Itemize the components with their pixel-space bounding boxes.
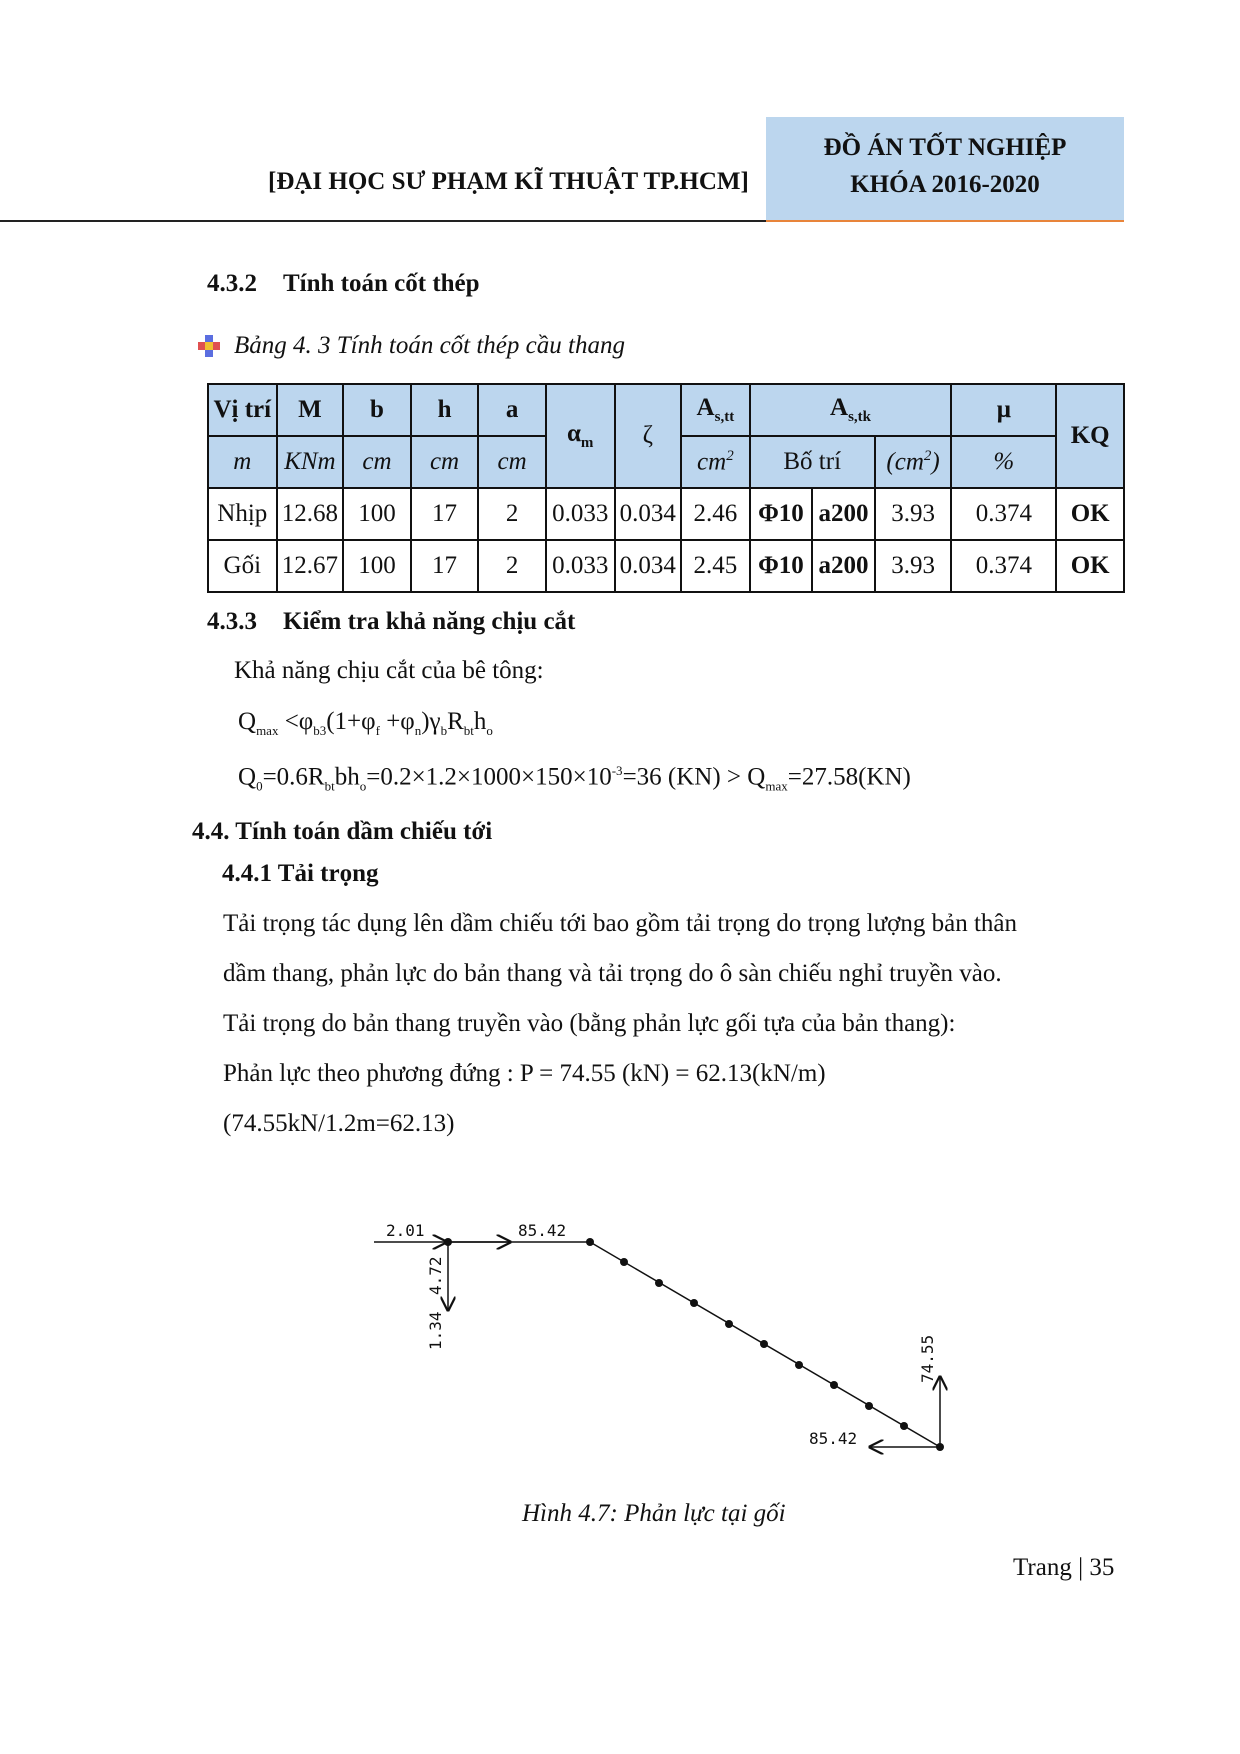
reaction-diagram: [370, 1215, 970, 1475]
section-heading-433: [207, 608, 575, 636]
figure-caption: Hình 4.7: Phản lực tại gối: [522, 1500, 786, 1527]
formula-q0: $Q_0=0.6R_{bt}bh_o=0.2\times 1.2\times 1000\times 150\times 10^{-3}=36$ $(KN) > Q_{max}=27.58(KN)$: [238, 763, 911, 794]
shear-intro: Khả năng chịu cắt của bê tông:: [234, 657, 544, 684]
bullet-icon: [196, 333, 222, 359]
cell-alpha: 0.033: [546, 540, 615, 592]
header-project-line1: ĐỒ ÁN TỐT NGHIỆP: [823, 134, 1067, 161]
cell-b: 100: [343, 540, 411, 592]
col-header-a: a: [478, 384, 546, 436]
cell-mu: 0.374: [951, 488, 1056, 540]
cell-phi: Φ10: [750, 540, 813, 592]
cell-zeta: 0.034: [615, 540, 682, 592]
unit-mu: %: [951, 436, 1056, 488]
cell-h: 17: [411, 488, 479, 540]
header-project-box: [766, 117, 1124, 221]
cell-a: 2: [478, 540, 546, 592]
table-row: [208, 540, 1124, 592]
section-title: Tính toán cốt thép: [283, 270, 480, 297]
table-caption: Bảng 4. 3 Tính toán cốt thép cầu thang: [234, 332, 625, 359]
header-divider-accent: [766, 220, 1124, 222]
paragraph-line: Tải trọng tác dụng lên dầm chiếu tới bao gồm tải trọng do trọng lượng bản thân: [223, 910, 1017, 937]
paragraph-line: Phản lực theo phương đứng : P = 74.55 (kN) = 62.13(kN/m): [223, 1060, 826, 1087]
node: [795, 1361, 803, 1369]
cell-a: 2: [478, 488, 546, 540]
node: [586, 1238, 594, 1246]
node: [444, 1238, 452, 1246]
section-heading-44: 4.4. Tính toán dầm chiếu tới: [192, 818, 493, 845]
label-bottom-h: 85.42: [809, 1429, 858, 1448]
page-number: 35: [1089, 1554, 1115, 1581]
cell-phi: Φ10: [750, 488, 813, 540]
col-header-b: b: [343, 384, 411, 436]
table-header-row-1: [208, 384, 1124, 436]
paragraph-line: Tải trọng do bản thang truyền vào (bằng phản lực gối tựa của bản thang):: [223, 1010, 956, 1037]
cell-spacing: a200: [812, 540, 875, 592]
cell-kq: OK: [1056, 540, 1124, 592]
cell-M: 12.68: [277, 488, 344, 540]
label-right-v: 74.55: [918, 1334, 937, 1383]
cell-vitri: Nhịp: [208, 488, 277, 540]
cell-alpha: 0.033: [546, 488, 615, 540]
cell-astt: 2.45: [681, 540, 750, 592]
node: [900, 1422, 908, 1430]
label-left-h: 2.01: [386, 1221, 425, 1240]
unit-a: cm: [478, 436, 546, 488]
cell-astk: 3.93: [875, 540, 952, 592]
label-v1: 4.72: [426, 1256, 445, 1295]
label-top-h: 85.42: [518, 1221, 567, 1240]
col-header-astk: $A_{s,tk}$: [750, 384, 952, 436]
steel-table: [207, 383, 1125, 593]
page-footer: Trang | 35: [1013, 1554, 1115, 1581]
cell-vitri: Gối: [208, 540, 277, 592]
col-header-mu: μ: [951, 384, 1056, 436]
node: [620, 1258, 628, 1266]
cell-spacing: a200: [812, 488, 875, 540]
cell-M: 12.67: [277, 540, 344, 592]
unit-M: KNm: [277, 436, 344, 488]
table-row: [208, 488, 1124, 540]
paragraph-line: (74.55kN/1.2m=62.13): [223, 1110, 455, 1137]
paragraph-line: dầm thang, phản lực do bản thang và tải trọng do ô sàn chiếu nghỉ truyền vào.: [223, 960, 1002, 987]
page-label: Trang: [1013, 1554, 1072, 1581]
formula-qmax: $Q_{max} <\varphi_{b3}(1+\varphi_f +\varphi_n)\gamma_bR_{bt}h_o$: [238, 708, 493, 738]
section-number: 4.3.2: [207, 270, 257, 297]
col-header-vitri: Vị trí: [208, 384, 277, 436]
cell-astk: 3.93: [875, 488, 952, 540]
col-header-zeta: ζ: [615, 384, 682, 488]
section-title: Kiểm tra khả năng chịu cắt: [283, 608, 576, 635]
col-header-h: h: [411, 384, 479, 436]
unit-vitri: m: [208, 436, 277, 488]
node: [830, 1381, 838, 1389]
node: [760, 1340, 768, 1348]
node: [865, 1402, 873, 1410]
col-header-astt: $A_{s,tt}$: [681, 384, 750, 436]
section-heading-441: 4.4.1 Tải trọng: [222, 860, 379, 887]
cell-mu: 0.374: [951, 540, 1056, 592]
section-number: 4.3.3: [207, 608, 257, 635]
header-university: [ĐẠI HỌC SƯ PHẠM KĨ THUẬT TP.HCM]: [268, 168, 749, 195]
unit-h: cm: [411, 436, 479, 488]
unit-astt: $cm^2$: [681, 436, 750, 488]
col-header-alpha: $\alpha_m$: [546, 384, 615, 488]
cell-zeta: 0.034: [615, 488, 682, 540]
section-heading-432: [207, 270, 480, 298]
header-project-line2: KHÓA 2016-2020: [850, 171, 1040, 198]
cell-h: 17: [411, 540, 479, 592]
cell-kq: OK: [1056, 488, 1124, 540]
unit-bo-tri: Bố trí: [750, 436, 875, 488]
node: [725, 1320, 733, 1328]
col-header-kq: KQ: [1056, 384, 1124, 488]
unit-astk: $(cm^2)$: [875, 436, 952, 488]
unit-b: cm: [343, 436, 411, 488]
cell-b: 100: [343, 488, 411, 540]
col-header-M: M: [277, 384, 344, 436]
node: [655, 1279, 663, 1287]
node: [690, 1299, 698, 1307]
label-v2: 1.34: [426, 1311, 445, 1350]
cell-astt: 2.46: [681, 488, 750, 540]
